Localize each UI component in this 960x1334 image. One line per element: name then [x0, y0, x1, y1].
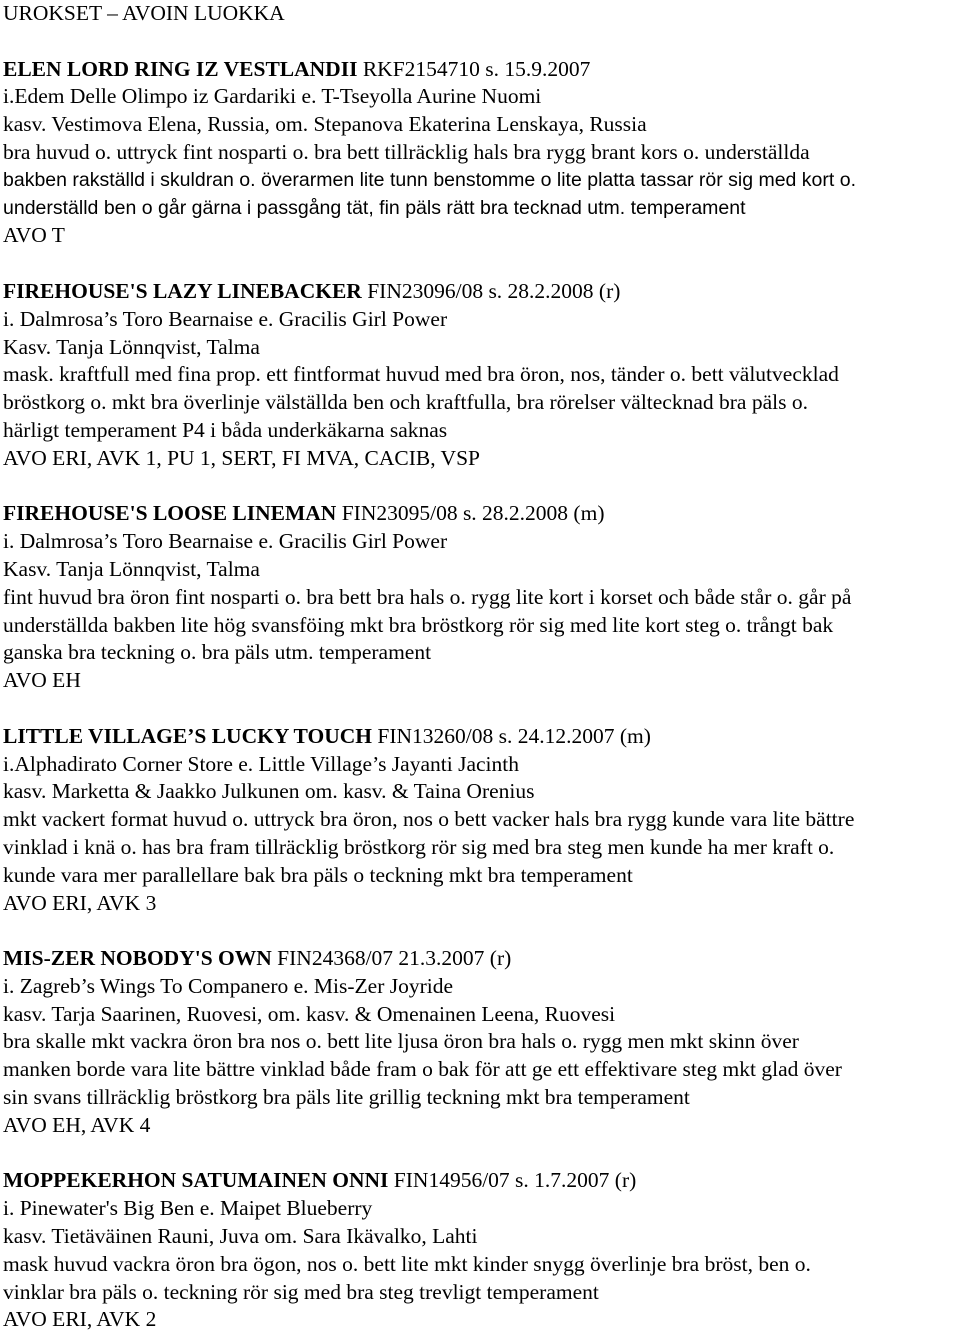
dog-title-line	[3, 278, 958, 306]
critique-line: manken borde vara lite bättre vinklad både fram o bak för att ge ett effektivare steg mkt glad över	[3, 1057, 842, 1082]
critique-line: bra skalle mkt vackra öron bra nos o. bett lite ljusa öron bra hals o. rygg men mkt skinn över	[3, 1029, 799, 1054]
dog-name: FIREHOUSE'S LOOSE LINEMAN	[3, 501, 337, 526]
parents-line: i. Zagreb’s Wings To Companero e. Mis-Zer Joyride	[3, 973, 454, 998]
breeder-line: Kasv. Tanja Lönnqvist, Talma	[3, 334, 260, 359]
breeder-line: kasv. Tietäväinen Rauni, Juva om. Sara Ikävalko, Lahti	[3, 1224, 478, 1249]
critique-line: härligt temperament P4 i båda underkäkarna saknas	[3, 417, 448, 442]
result-line: AVO ERI, AVK 1, PU 1, SERT, FI MVA, CACIB, VSP	[3, 445, 480, 470]
result-line: AVO EH	[3, 668, 81, 693]
critique-line: kunde vara mer parallellare bak bra päls o teckning mkt bra temperament	[3, 862, 633, 887]
critique-line: bakben rakställd i skuldran o. överarmen lite tunn benstomme o lite platta tassar rör sig med kort o.	[3, 168, 856, 191]
breeder-line: kasv. Vestimova Elena, Russia, om. Stepanova Ekaterina Lenskaya, Russia	[3, 112, 647, 137]
spacer	[3, 695, 958, 723]
critique-line: mkt vackert format huvud o. uttryck bra öron, nos o bett vacker hals bra rygg kunde vara lite bättre	[3, 807, 855, 832]
critique-line: mask huvud vackra öron bra ögon, nos o. bett lite mkt kinder snygg överlinje bra bröst, ben o.	[3, 1251, 811, 1276]
dog-title-line	[3, 723, 958, 751]
result-line: AVO EH, AVK 4	[3, 1112, 151, 1137]
dog-entry	[3, 278, 958, 473]
parents-line: i.Alphadirato Corner Store e. Little Village’s Jayanti Jacinth	[3, 751, 519, 776]
dog-entry	[3, 56, 958, 251]
dog-name: FIREHOUSE'S LAZY LINEBACKER	[3, 278, 362, 303]
registration-info: RKF2154710 s. 15.9.2007	[357, 56, 591, 81]
spacer	[3, 28, 958, 56]
dog-title-line	[3, 1167, 958, 1195]
critique-line: bra huvud o. uttryck fint nosparti o. bra bett tillräcklig hals bra rygg brant kors o. underställda	[3, 139, 810, 164]
registration-info: FIN13260/08 s. 24.12.2007 (m)	[372, 723, 651, 748]
dog-title-line	[3, 500, 958, 528]
parents-line: i.Edem Delle Olimpo iz Gardariki e. T-Tseyolla Aurine Nuomi	[3, 84, 542, 109]
breeder-line: Kasv. Tanja Lönnqvist, Talma	[3, 556, 260, 581]
critique-line: vinklad i knä o. has bra fram tillräcklig bröstkorg rör sig med bra steg men kunde ha mer kraft o.	[3, 834, 835, 859]
spacer	[3, 250, 958, 278]
registration-info: FIN14956/07 s. 1.7.2007 (r)	[388, 1168, 637, 1193]
dog-entry	[3, 1167, 958, 1334]
result-line: AVO T	[3, 223, 65, 248]
result-line: AVO ERI, AVK 3	[3, 890, 157, 915]
section-header: UROKSET – AVOIN LUOKKA	[3, 1, 285, 25]
dog-entry	[3, 723, 958, 918]
critique-line: vinklar bra päls o. teckning rör sig med bra steg trevligt temperament	[3, 1279, 599, 1304]
spacer	[3, 473, 958, 501]
breeder-line: kasv. Tarja Saarinen, Ruovesi, om. kasv. & Omenainen Leena, Ruovesi	[3, 1001, 616, 1026]
parents-line: i. Dalmrosa’s Toro Bearnaise e. Gracilis Girl Power	[3, 529, 448, 554]
critique-line: underställda bakben lite hög svansföing mkt bra bröstkorg rör sig med lite kort steg o. trångt bak	[3, 612, 834, 637]
dog-entry	[3, 945, 958, 1140]
registration-info: FIN23096/08 s. 28.2.2008 (r)	[361, 278, 621, 303]
dog-entry	[3, 500, 958, 695]
breeder-line: kasv. Marketta & Jaakko Julkunen om. kasv. & Taina Orenius	[3, 779, 535, 804]
critique-line: sin svans tillräcklig bröstkorg bra päls lite grillig teckning mkt bra temperament	[3, 1085, 690, 1110]
critique-line: underställd ben o går gärna i passgång tät, fin päls rätt bra tecknad utm. temperament	[3, 196, 746, 219]
result-line: AVO ERI, AVK 2	[3, 1307, 157, 1332]
critique-line: ganska bra teckning o. bra päls utm. temperament	[3, 640, 432, 665]
registration-info: FIN23095/08 s. 28.2.2008 (m)	[336, 501, 605, 526]
registration-info: FIN24368/07 21.3.2007 (r)	[271, 946, 512, 971]
dog-name: MOPPEKERHON SATUMAINEN ONNI	[3, 1168, 389, 1193]
critique-line: mask. kraftfull med fina prop. ett fintformat huvud med bra öron, nos, tänder o. bett välutvecklad	[3, 362, 839, 387]
critique-line: fint huvud bra öron fint nosparti o. bra bett bra hals o. rygg lite kort i korset och både står o. går på	[3, 584, 852, 609]
parents-line: i. Pinewater's Big Ben e. Maipet Blueberry	[3, 1196, 373, 1221]
dog-name: MIS-ZER NOBODY'S OWN	[3, 946, 272, 971]
parents-line: i. Dalmrosa’s Toro Bearnaise e. Gracilis Girl Power	[3, 306, 448, 331]
spacer	[3, 1140, 958, 1168]
document-page	[3, 0, 958, 1334]
spacer	[3, 917, 958, 945]
dog-title-line	[3, 56, 958, 84]
dog-name: ELEN LORD RING IZ VESTLANDII	[3, 56, 358, 81]
dog-name: LITTLE VILLAGE’S LUCKY TOUCH	[3, 723, 372, 748]
dog-title-line	[3, 945, 958, 973]
critique-line: bröstkorg o. mkt bra överlinje välställda ben och kraftfulla, bra rörelser vältecknad bra päls o.	[3, 390, 808, 415]
